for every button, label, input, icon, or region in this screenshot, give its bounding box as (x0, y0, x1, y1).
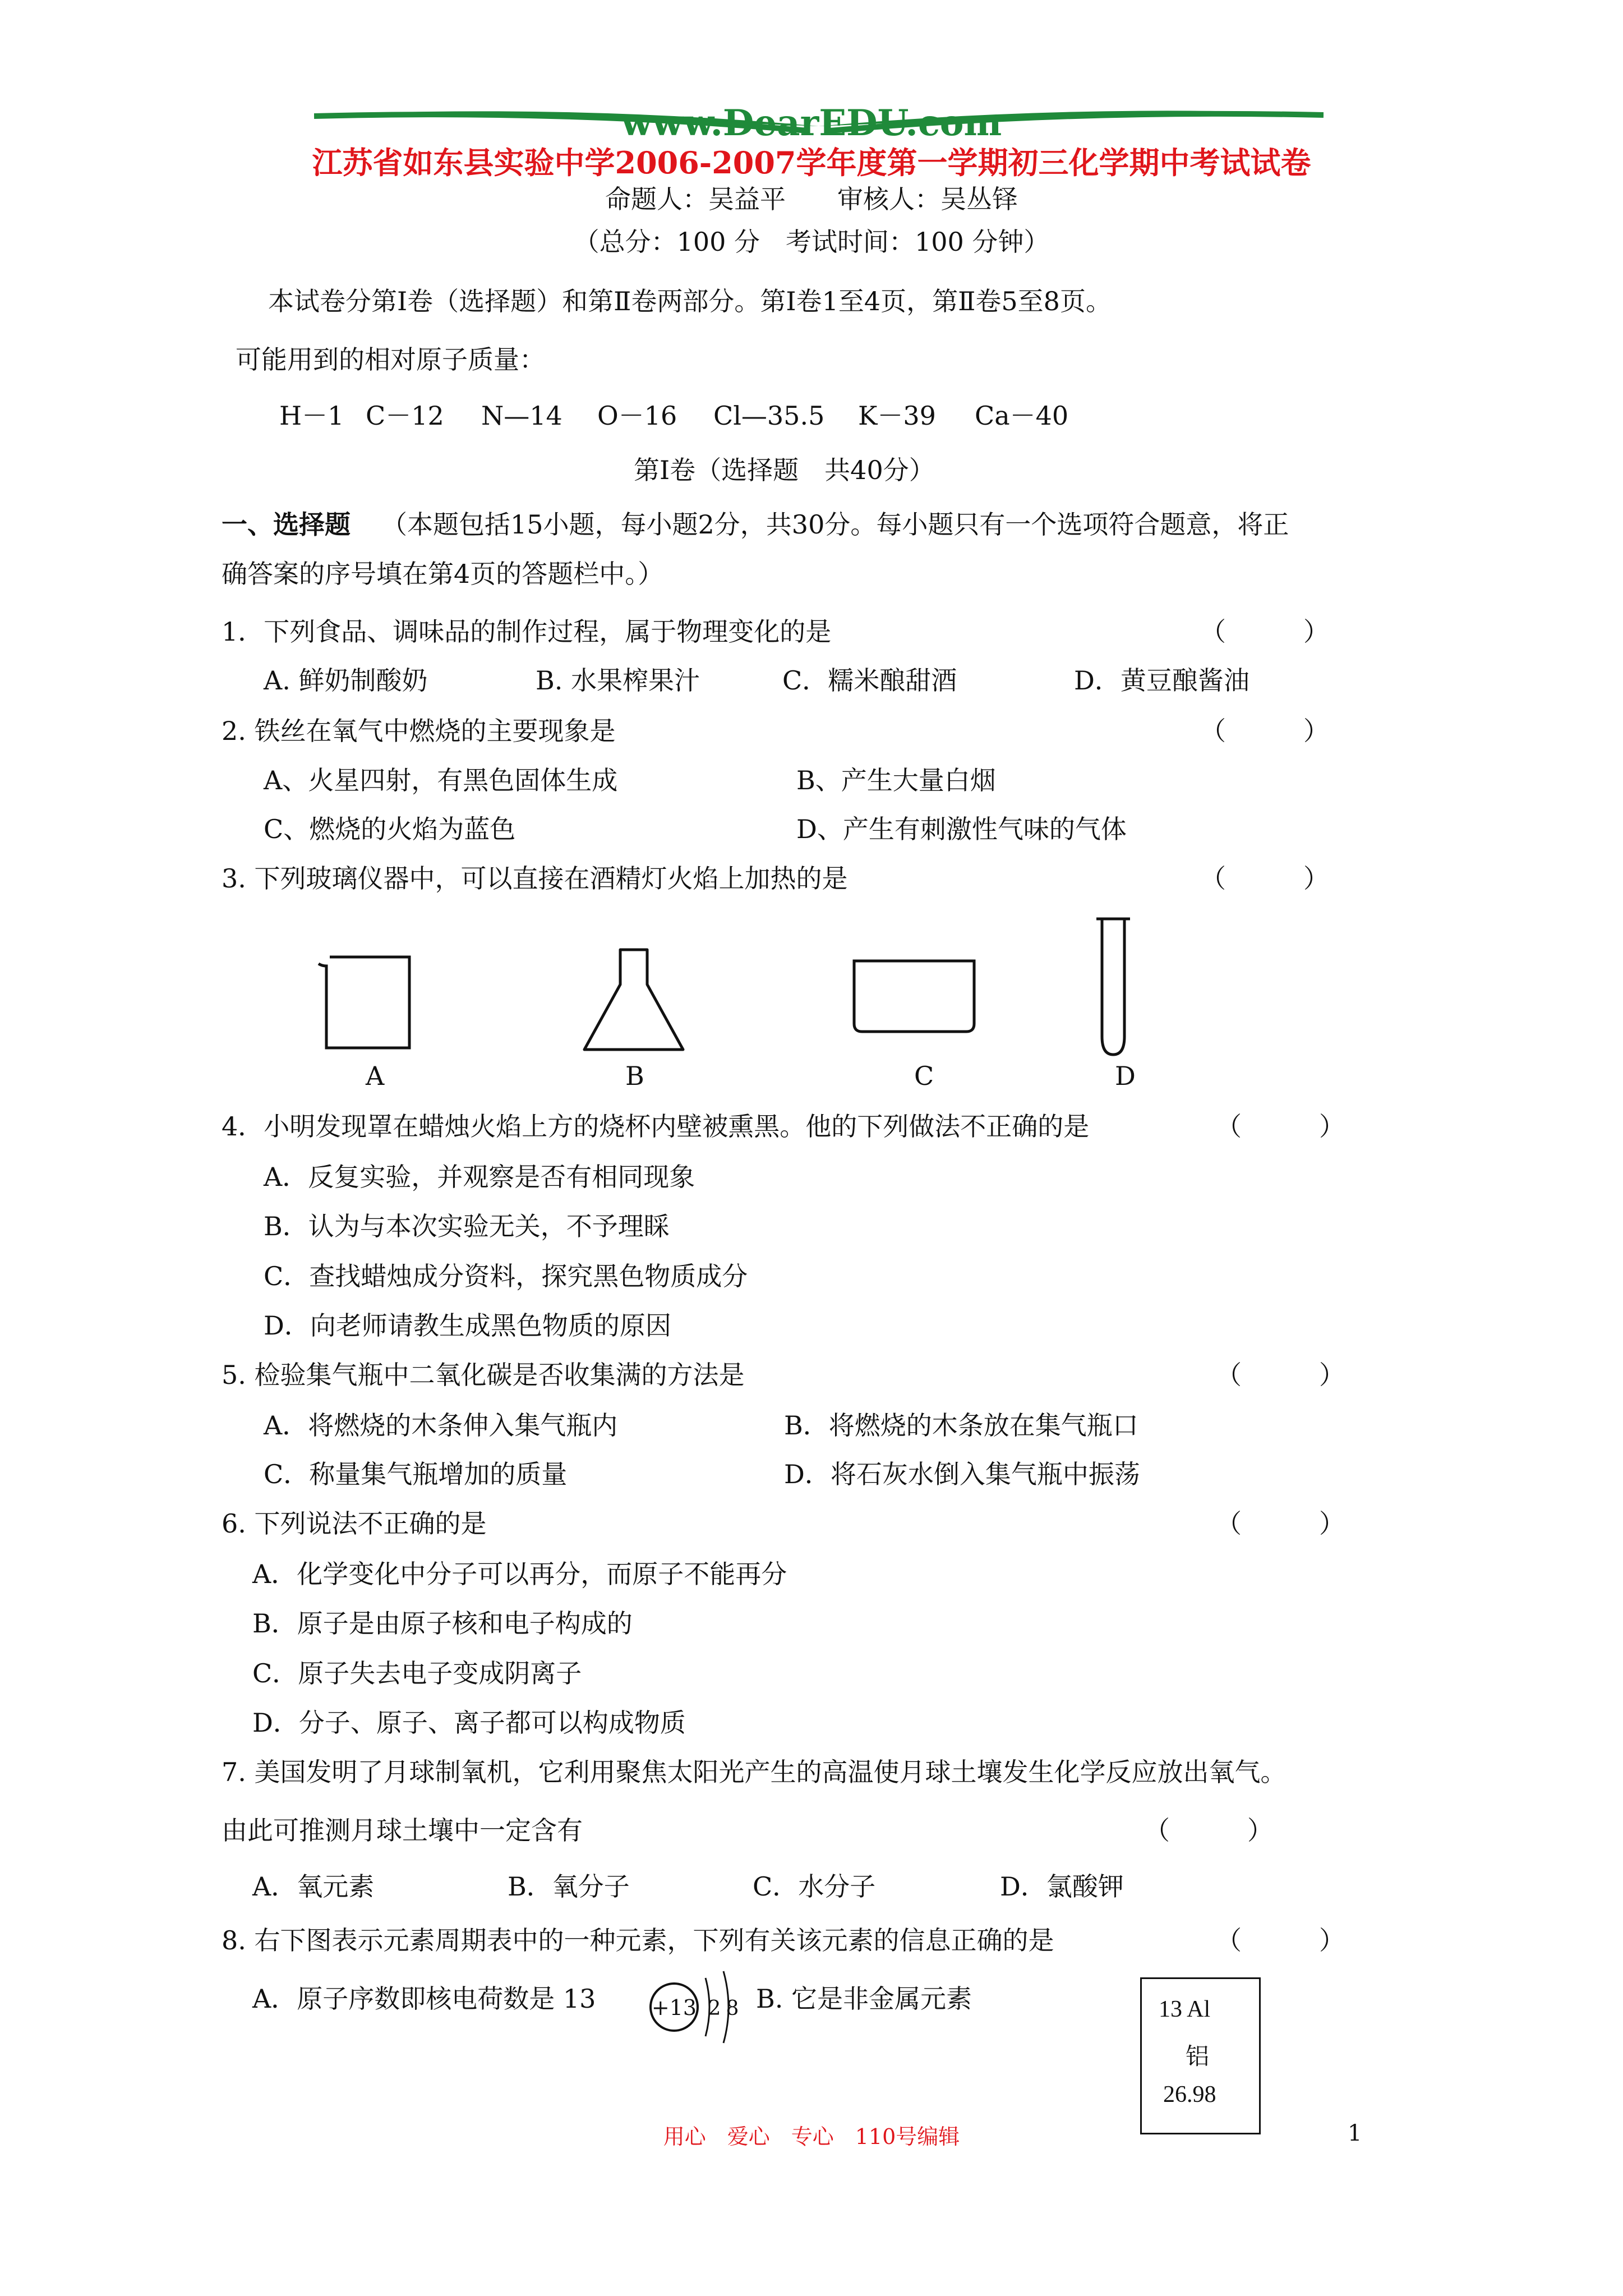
question-7-option-b: B．氧分子 (508, 1871, 630, 1902)
atomic-mass-ca: Ca－40 (975, 401, 1069, 431)
question-2-answer-paren: （ ） (1200, 716, 1329, 746)
question-2-option-c: C、燃烧的火焰为蓝色 (264, 814, 516, 844)
question-7-stem-line-2: 由此可推测月球土壤中一定含有 (222, 1815, 583, 1846)
question-7-option-d: D．氯酸钾 (1000, 1871, 1124, 1902)
question-5-option-a: A．将燃烧的木条伸入集气瓶内 (264, 1410, 618, 1441)
question-5-stem: 5. 检验集气瓶中二氧化碳是否收集满的方法是 (222, 1360, 745, 1390)
question-6-option-a: A．化学变化中分子可以再分，而原子不能再分 (252, 1559, 787, 1589)
footer-text: 用心 爱心 专心 110号编辑 (663, 2124, 960, 2149)
question-3-label-a: A (366, 1061, 385, 1091)
section-desc-2: 确答案的序号填在第4页的答题栏中。） (222, 559, 664, 589)
element-name: 铝 (1186, 2042, 1210, 2070)
question-7-stem-line-1: 7. 美国发明了月球制氧机，它利用聚焦太阳光产生的高温使月球土壤发生化学反应放出氧气。 (222, 1757, 1287, 1787)
score-time-line: （总分：100 分 考试时间：100 分钟） (573, 227, 1050, 257)
question-6-option-b: B．原子是由原子核和电子构成的 (252, 1608, 633, 1639)
question-3-answer-paren: （ ） (1200, 863, 1329, 894)
exam-title: 江苏省如东县实验中学2006-2007学年度第一学期初三化学期中考试试卷 (312, 145, 1311, 181)
question-4-stem: 4．小明发现罩在蜡烛火焰上方的烧杯内壁被熏黑。他的下列做法不正确的是 (222, 1111, 1090, 1142)
question-5-answer-paren: （ ） (1216, 1360, 1345, 1390)
question-3-stem: 3. 下列玻璃仪器中，可以直接在酒精灯火焰上加热的是 (222, 863, 848, 894)
question-2-option-b: B、产生大量白烟 (796, 765, 996, 795)
question-1-option-c: C．糯米酿甜酒 (782, 665, 957, 696)
question-2-option-a: A、火星四射，有黑色固体生成 (264, 765, 618, 795)
aluminum-atom-structure-diagram (645, 1963, 751, 2047)
intro-line-2: 可能用到的相对原子质量： (236, 344, 545, 375)
atomic-mass-c: C－12 (366, 401, 444, 431)
question-7-answer-paren: （ ） (1144, 1815, 1273, 1846)
atomic-mass-k: K－39 (858, 401, 936, 431)
section-desc-1: （本题包括15小题，每小题2分，共30分。每小题只有一个选项符合题意，将正 (381, 509, 1289, 540)
question-6-option-c: C．原子失去电子变成阴离子 (252, 1658, 582, 1688)
test-tube-icon (1091, 914, 1136, 1060)
question-2-stem: 2. 铁丝在氧气中燃烧的主要现象是 (222, 716, 616, 746)
site-logo-text: www.DearEDU.com (621, 102, 1002, 144)
question-1-option-d: D．黄豆酿酱油 (1074, 665, 1249, 696)
question-7-option-a: A．氧元素 (252, 1871, 375, 1902)
question-8-stem: 8. 右下图表示元素周期表中的一种元素，下列有关该元素的信息正确的是 (222, 1925, 1054, 1955)
question-6-option-d: D．分子、原子、离子都可以构成物质 (252, 1708, 686, 1738)
periodic-table-element-card (1140, 1977, 1261, 2134)
question-4-option-d: D．向老师请教生成黑色物质的原因 (264, 1310, 671, 1341)
atomic-mass-n: N—14 (481, 401, 562, 431)
question-6-stem: 6. 下列说法不正确的是 (222, 1508, 487, 1539)
atomic-mass-cl: Cl—35.5 (713, 401, 825, 431)
question-4-option-b: B．认为与本次实验无关，不予理睬 (264, 1211, 670, 1241)
question-4-answer-paren: （ ） (1216, 1111, 1345, 1142)
part-title: 第Ⅰ卷（选择题 共40分） (634, 455, 935, 485)
atom-nucleus-charge: +13 (651, 1995, 697, 2020)
element-atomic-mass: 26.98 (1163, 2082, 1216, 2108)
question-8-option-a: A．原子序数即核电荷数是 13 (252, 1984, 596, 2014)
evaporating-dish-icon (850, 956, 979, 1038)
question-3-label-d: D (1115, 1061, 1136, 1091)
page-number: 1 (1348, 2120, 1362, 2146)
authors-line: 命题人：吴益平 审核人：吴丛铎 (605, 184, 1018, 214)
atomic-mass-o: O－16 (597, 401, 677, 431)
question-8-option-b: B. 它是非金属元素 (756, 1984, 972, 2014)
question-5-option-b: B．将燃烧的木条放在集气瓶口 (784, 1410, 1138, 1441)
question-1-option-b: B. 水果榨果汁 (536, 665, 700, 696)
question-2-option-d: D、产生有刺激性气味的气体 (796, 814, 1127, 844)
question-4-option-a: A．反复实验，并观察是否有相同现象 (264, 1162, 695, 1192)
section-heading: 一、选择题 (222, 509, 351, 540)
atomic-mass-h: H－1 (279, 401, 344, 431)
question-7-option-c: C．水分子 (753, 1871, 876, 1902)
intro-line-1: 本试卷分第Ⅰ卷（选择题）和第Ⅱ卷两部分。第Ⅰ卷1至4页，第Ⅱ卷5至8页。 (268, 286, 1112, 316)
atom-shell-2-electrons: 8 (726, 1997, 739, 2020)
question-3-label-b: B (625, 1061, 644, 1091)
question-5-option-c: C．称量集气瓶增加的质量 (264, 1459, 568, 1489)
conical-flask-icon (578, 945, 690, 1057)
question-1-answer-paren: （ ） (1200, 616, 1329, 647)
question-8-answer-paren: （ ） (1216, 1925, 1345, 1955)
beaker-icon (314, 954, 421, 1055)
element-number-symbol: 13 Al (1159, 1996, 1211, 2022)
question-1-stem: 1．下列食品、调味品的制作过程，属于物理变化的是 (222, 616, 832, 647)
question-1-option-a: A. 鲜奶制酸奶 (264, 665, 428, 696)
question-4-option-c: C．查找蜡烛成分资料，探究黑色物质成分 (264, 1261, 748, 1291)
question-6-answer-paren: （ ） (1216, 1508, 1345, 1539)
atom-shell-1-electrons: 2 (708, 1997, 721, 2020)
question-3-label-c: C (914, 1061, 934, 1091)
question-5-option-d: D．将石灰水倒入集气瓶中振荡 (784, 1459, 1140, 1489)
